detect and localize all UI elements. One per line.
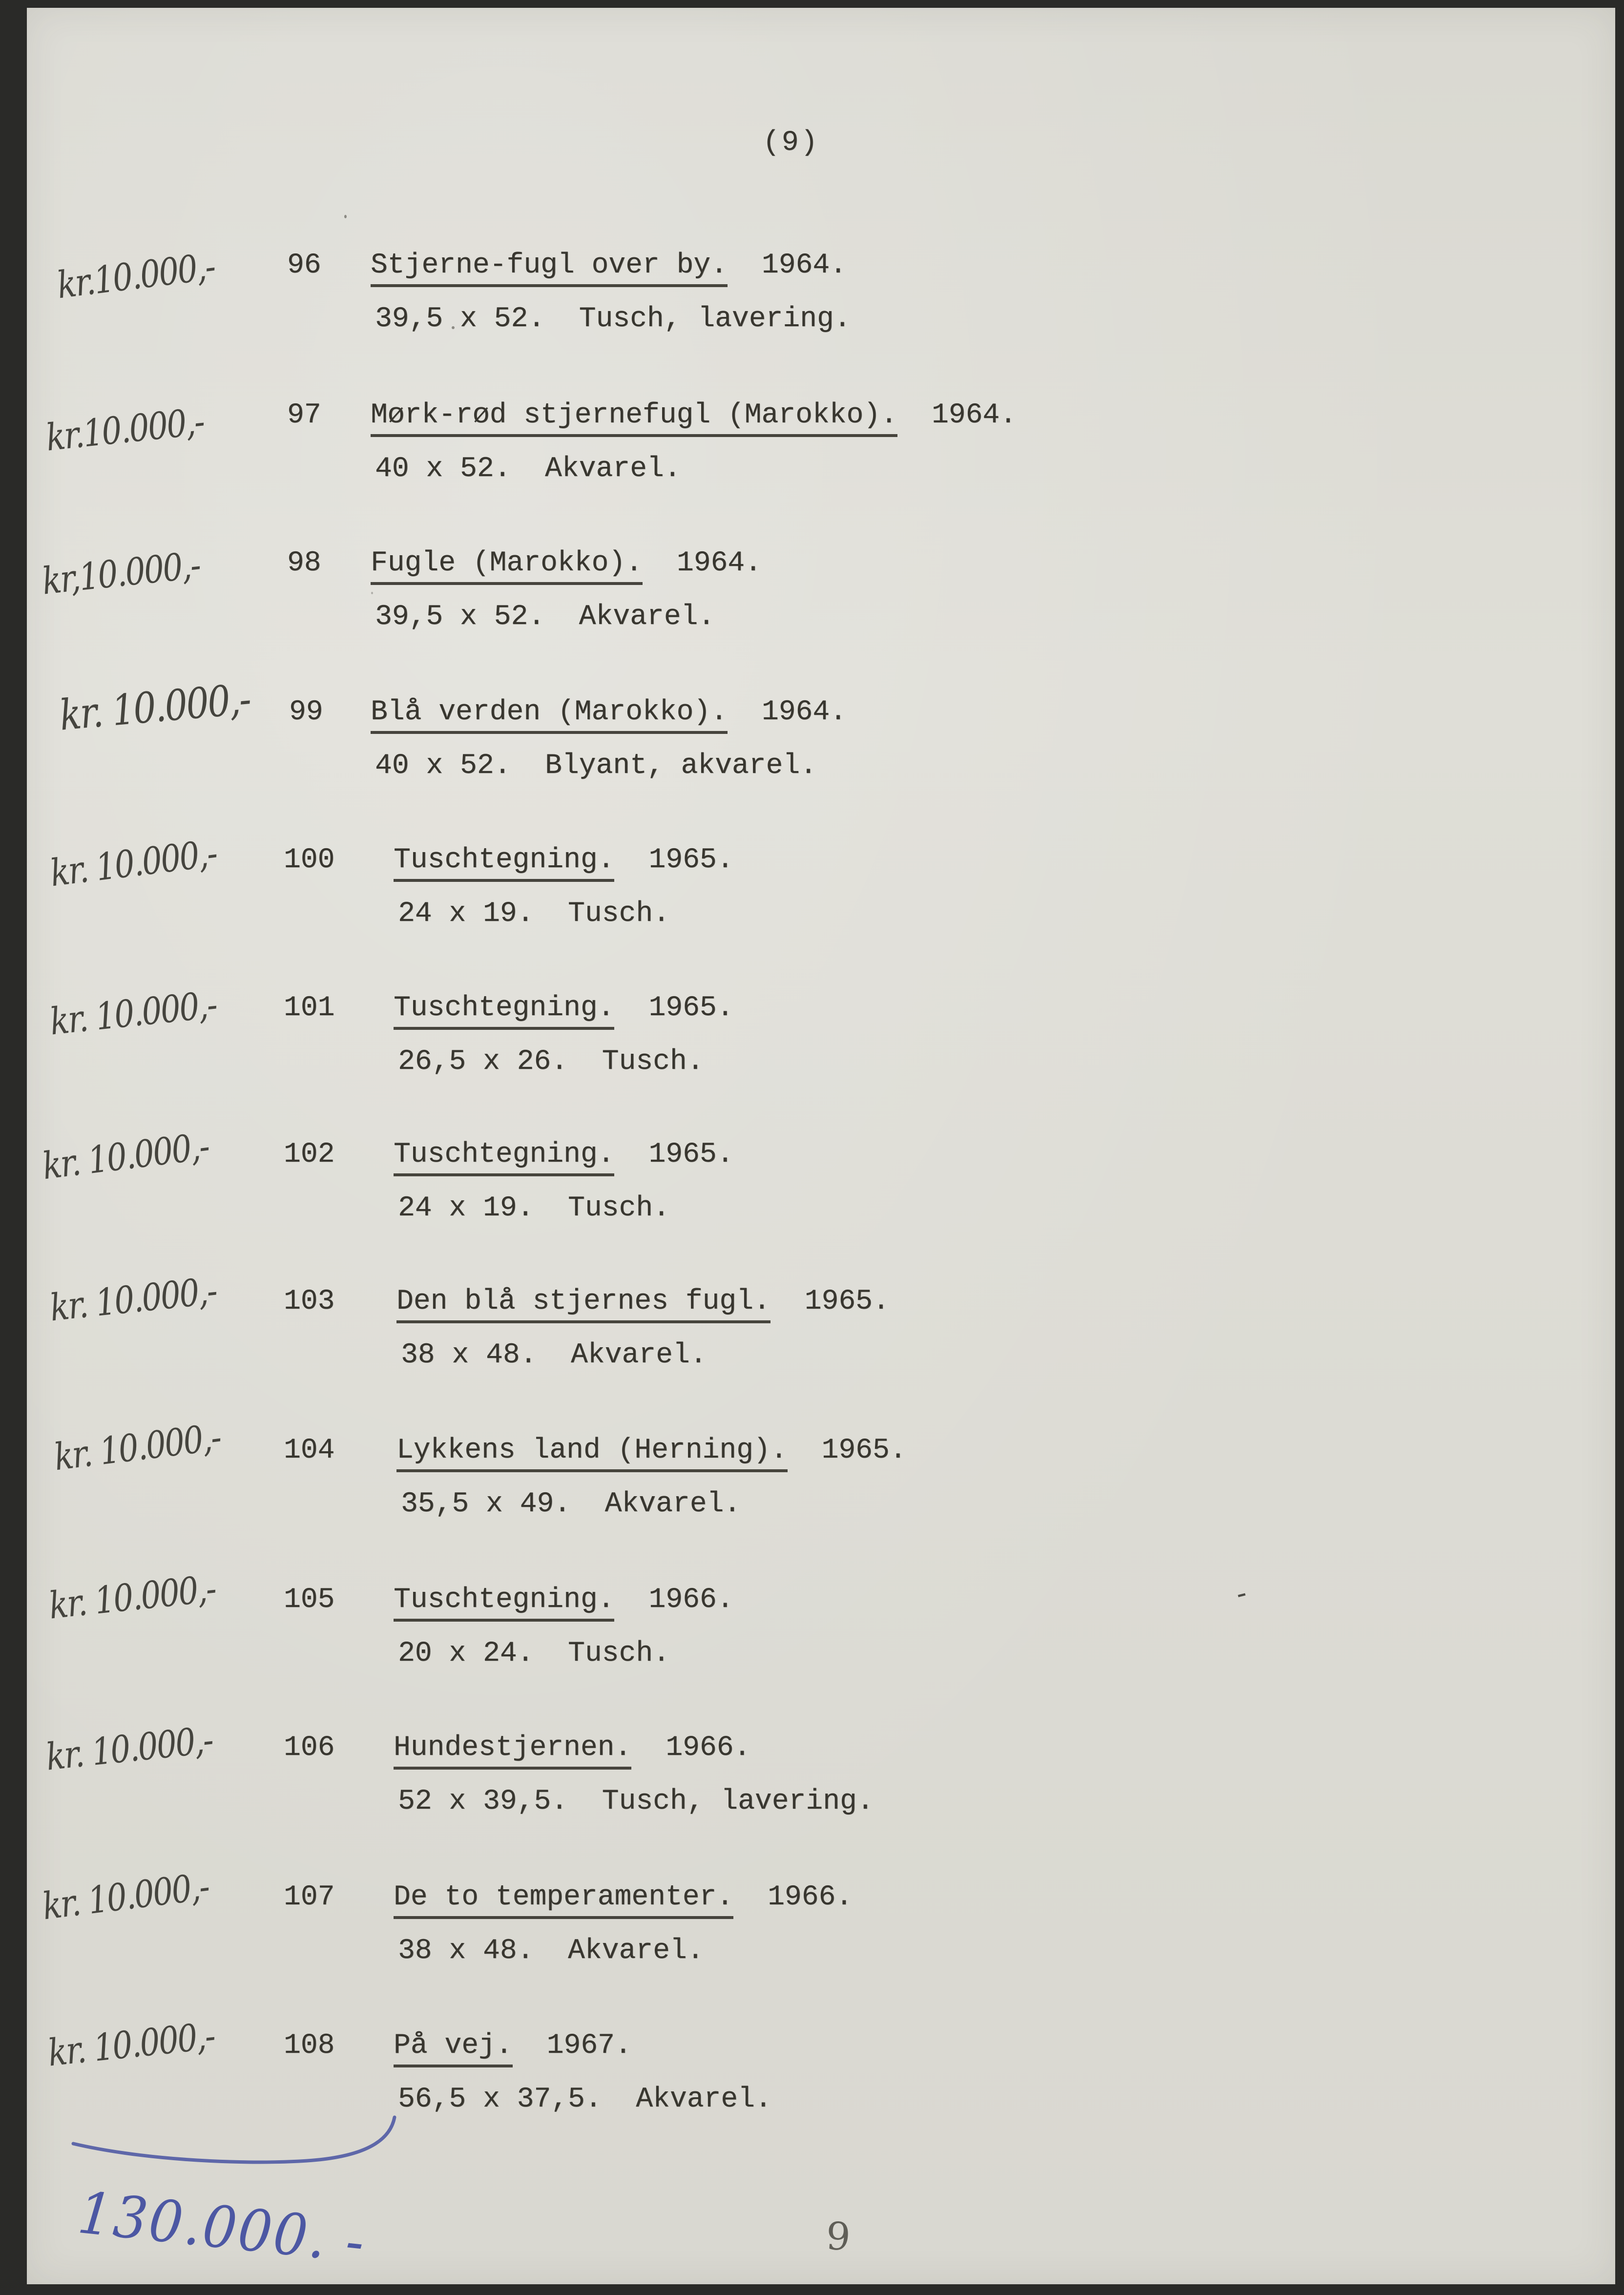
artwork-year: 1965. <box>648 992 734 1024</box>
pencil-page-number: 9 <box>825 2214 852 2260</box>
catalog-number: 101 <box>284 992 335 1024</box>
catalog-number: 103 <box>284 1286 335 1317</box>
artwork-details: 38 x 48. Akvarel. <box>401 1339 707 1371</box>
artwork-year: 1964. <box>931 399 1017 431</box>
artwork-details: 39,5 x 52. Tusch, lavering. <box>375 303 851 335</box>
artwork-title: Stjerne-fugl over by. <box>371 250 728 287</box>
artwork-year: 1964. <box>676 547 762 579</box>
artwork-title: På vej. <box>394 2030 513 2067</box>
catalog-number: 106 <box>284 1732 335 1764</box>
catalog-number: 108 <box>284 2030 335 2062</box>
entry-line1 <box>394 1586 734 1614</box>
artwork-year: 1966. <box>666 1732 751 1764</box>
margin-price-annotation: kr. 10.000,- <box>48 831 219 895</box>
entry-line1 <box>394 2032 632 2060</box>
margin-price-annotation: kr.10.000,- <box>55 244 217 307</box>
artwork-title: Mørk-rød stjernefugl (Marokko). <box>371 399 897 437</box>
artwork-title: Blå verden (Marokko). <box>371 696 728 734</box>
entry-line1 <box>394 1141 734 1169</box>
artwork-details: 24 x 19. Tusch. <box>398 898 670 930</box>
artwork-title: De to temperamenter. <box>394 1881 733 1919</box>
artwork-year: 1965. <box>821 1435 907 1466</box>
entry-line1 <box>394 994 734 1022</box>
artwork-year: 1966. <box>648 1584 734 1616</box>
artwork-year: 1964. <box>761 696 847 728</box>
margin-dash-annotation: - <box>1232 1575 1250 1611</box>
margin-price-annotation: kr. 10.000,- <box>52 1415 223 1479</box>
catalog-number: 98 <box>287 547 321 579</box>
catalog-number: 102 <box>284 1139 335 1170</box>
artwork-year: 1965. <box>648 1139 734 1170</box>
margin-price-annotation: kr. 10.000,- <box>47 1566 218 1627</box>
entry-line1 <box>394 846 734 875</box>
artwork-details: 24 x 19. Tusch. <box>398 1192 670 1224</box>
margin-price-annotation: kr. 10.000,- <box>44 1718 215 1779</box>
artwork-year: 1966. <box>768 1881 853 1913</box>
margin-price-annotation: kr.10.000,- <box>44 399 206 459</box>
catalog-number: 100 <box>284 844 335 876</box>
catalog-number: 96 <box>287 250 321 281</box>
artwork-details: 35,5 x 49. Akvarel. <box>401 1488 741 1520</box>
paper-speck <box>371 592 373 594</box>
page-header-number: (9) <box>763 127 820 159</box>
paper-sheet <box>27 8 1615 2284</box>
entry-line1 <box>394 1734 750 1762</box>
margin-price-annotation: kr. 10.000,- <box>58 674 252 740</box>
entry-line1 <box>371 698 847 727</box>
artwork-details: 40 x 52. Blyant, akvarel. <box>375 750 817 782</box>
artwork-year: 1964. <box>761 250 847 281</box>
artwork-title: Lykkens land (Herning). <box>396 1435 788 1472</box>
entry-line1 <box>396 1437 907 1465</box>
entry-line1 <box>371 549 762 578</box>
artwork-details: 38 x 48. Akvarel. <box>398 1935 704 1967</box>
margin-price-annotation: kr. 10.000,- <box>48 982 219 1043</box>
handwritten-total-annotation: 130.000. - <box>75 2179 370 2276</box>
blue-pen-stroke <box>68 2108 410 2172</box>
margin-price-annotation: kr. 10.000,- <box>40 1864 211 1928</box>
entry-line1 <box>396 1288 890 1316</box>
artwork-title: Hundestjernen. <box>394 1732 631 1770</box>
artwork-title: Fugle (Marokko). <box>371 547 643 585</box>
margin-price-annotation: kr,10.000,- <box>40 543 202 603</box>
artwork-details: 40 x 52. Akvarel. <box>375 453 681 485</box>
artwork-year: 1965. <box>648 844 734 876</box>
entry-line1 <box>394 1883 853 1912</box>
artwork-title: Den blå stjernes fugl. <box>396 1286 770 1323</box>
catalog-number: 107 <box>284 1881 335 1913</box>
margin-price-annotation: kr. 10.000,- <box>40 1124 211 1188</box>
paper-speck <box>344 215 347 218</box>
entry-line1 <box>371 251 847 280</box>
artwork-details: 56,5 x 37,5. Akvarel. <box>398 2084 772 2115</box>
catalog-number: 99 <box>289 696 323 728</box>
artwork-details: 39,5 x 52. Akvarel. <box>375 601 715 633</box>
artwork-year: 1967. <box>546 2030 632 2062</box>
catalog-number: 105 <box>284 1584 335 1616</box>
artwork-title: Tuschtegning. <box>394 1584 614 1622</box>
artwork-title: Tuschtegning. <box>394 844 614 882</box>
artwork-title: Tuschtegning. <box>394 1139 614 1176</box>
catalog-number: 97 <box>287 399 321 431</box>
entry-line1 <box>371 401 1017 430</box>
artwork-details: 52 x 39,5. Tusch, lavering. <box>398 1786 874 1817</box>
artwork-year: 1965. <box>804 1286 890 1317</box>
artwork-details: 26,5 x 26. Tusch. <box>398 1046 704 1078</box>
catalog-number: 104 <box>284 1435 335 1466</box>
margin-price-annotation: kr. 10.000,- <box>46 2014 217 2075</box>
artwork-title: Tuschtegning. <box>394 992 614 1030</box>
artwork-details: 20 x 24. Tusch. <box>398 1638 670 1669</box>
margin-price-annotation: kr. 10.000,- <box>48 1269 219 1330</box>
